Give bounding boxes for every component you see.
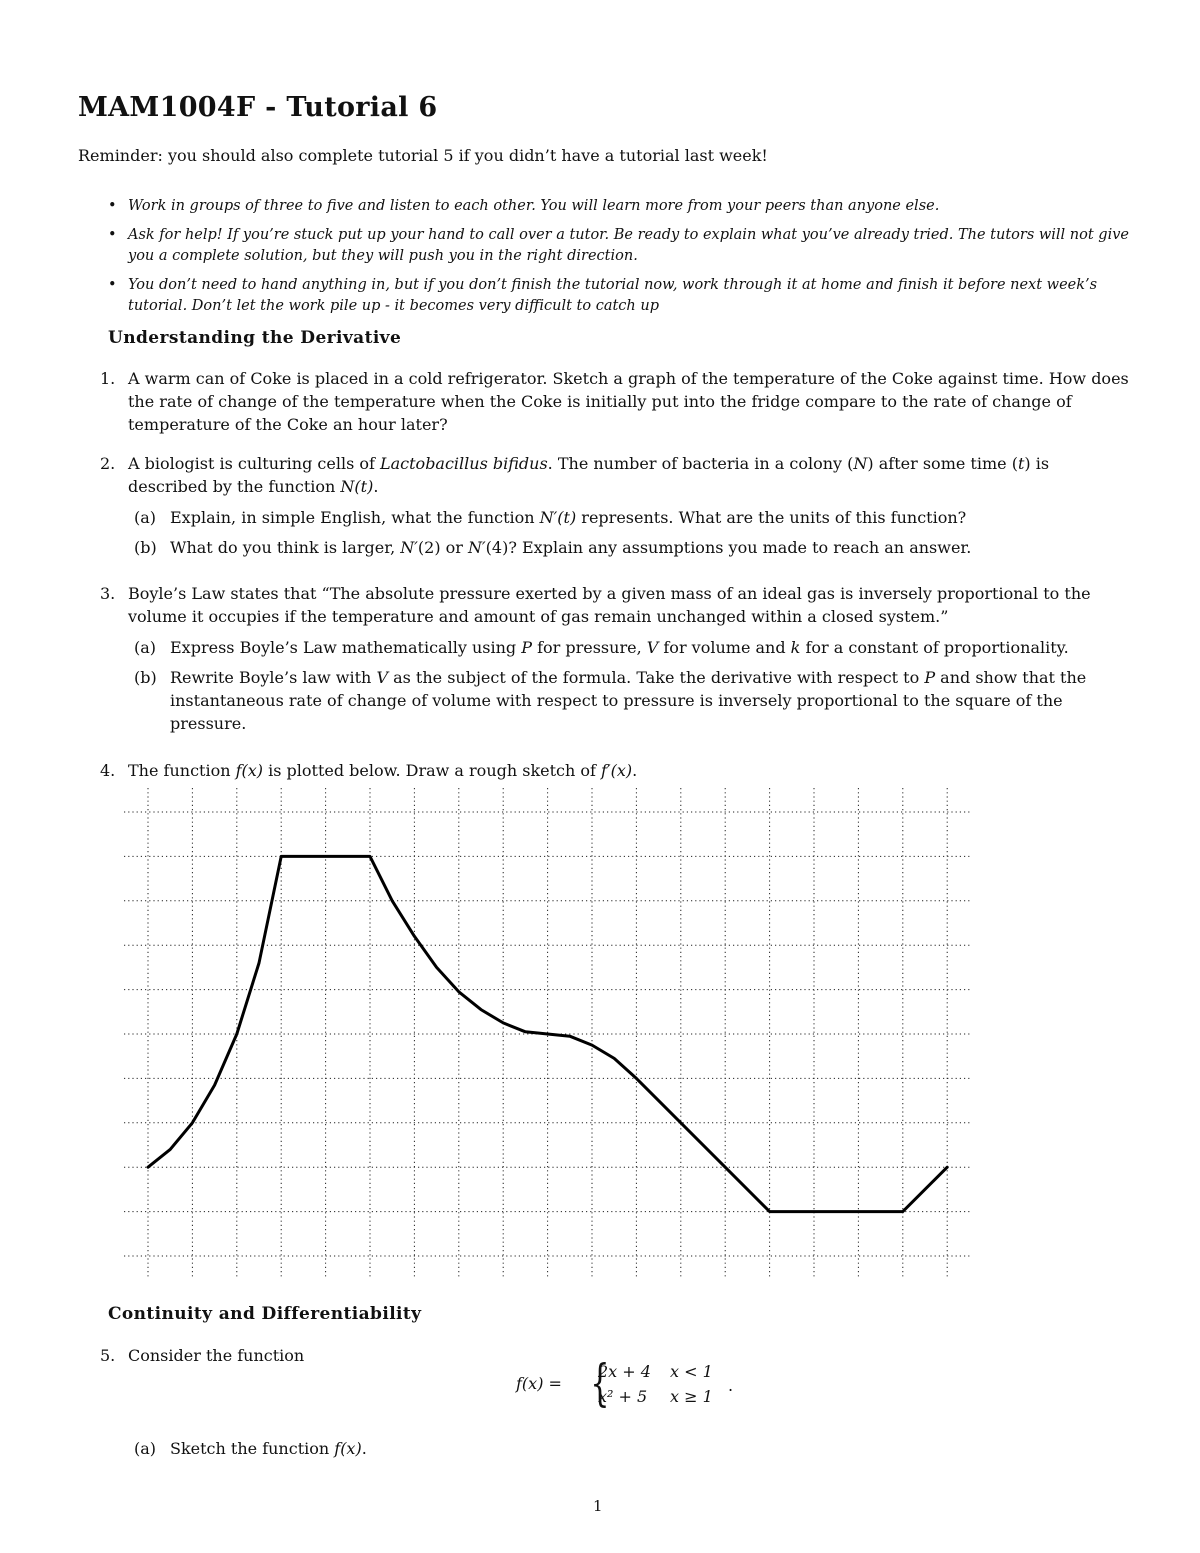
subquestion-b: (b) Rewrite Boyle’s law with V as the subject of the formula. Take the derivative with respect to P and show that the instantaneous rate of change of volume with respect to pressure is inversely proportional to the square of the pressure.	[134, 668, 1087, 733]
case-2-expression: x² + 5	[598, 1387, 648, 1406]
case-2-condition: x ≥ 1	[670, 1387, 713, 1406]
case-1-condition: x < 1	[670, 1362, 713, 1381]
subquestion-a: (a) Express Boyle’s Law mathematically using P for pressure, V for volume and k for a constant of proportionality.	[134, 638, 1069, 657]
question-text: A warm can of Coke is placed in a cold refrigerator. Sketch a graph of the temperature of the Coke against time. How does the rate of change of the temperature when the Coke is initially put into the fridge compare to the rate of change of temperature of the Coke an hour later?	[128, 369, 1129, 434]
bullet-icon: •	[108, 198, 117, 214]
subquestion-b: (b) What do you think is larger, N′(2) or N′(4)? Explain any assumptions you made to reach an answer.	[134, 538, 972, 557]
question-text: Consider the function	[128, 1346, 305, 1365]
instructions-list	[104, 196, 1134, 325]
function-lhs: f(x) =	[516, 1374, 562, 1393]
trailing-period: .	[728, 1376, 734, 1395]
question-1	[100, 367, 1130, 436]
question-3	[100, 582, 1130, 735]
question-text: A biologist is culturing cells of Lactobacillus bifidus. The number of bacteria in a colony (N) after some time (t) is described by the function N(t).	[128, 454, 1050, 496]
bullet-icon: •	[108, 277, 117, 293]
question-number: 4.	[100, 761, 116, 780]
page-number: 1	[593, 1497, 603, 1515]
question-5a	[100, 1437, 1130, 1460]
question-text: The function f(x) is plotted below. Draw a rough sketch of f′(x).	[128, 761, 638, 780]
section-heading-continuity: Continuity and Differentiability	[108, 1304, 422, 1324]
bullet-icon: •	[108, 227, 117, 243]
subquestion-a: (a) Sketch the function f(x).	[134, 1439, 367, 1458]
section-heading-derivative: Understanding the Derivative	[108, 328, 402, 348]
list-item: • Ask for help! If you’re stuck put up your hand to call over a tutor. Be ready to explain what you’ve already tried. The tutors will not give you a complete solution, but they will push you in the right direction.	[108, 227, 1130, 264]
question-number: 3.	[100, 584, 116, 603]
question-text: Boyle’s Law states that “The absolute pressure exerted by a given mass of an ideal gas is inversely proportional to the volume it occupies if the temperature and amount of gas remain unchanged within a closed system.”	[128, 584, 1091, 626]
list-item: • Work in groups of three to five and listen to each other. You will learn more from your peers than anyone else.	[104, 196, 1134, 217]
question-4	[100, 759, 1130, 782]
question-2	[100, 452, 1130, 559]
question-number: 1.	[100, 369, 116, 388]
question-number: 2.	[100, 454, 116, 473]
list-item: • You don’t need to hand anything in, but if you don’t finish the tutorial now, work through it at home and finish it before next week’s tutorial. Don’t let the work pile up - it becomes very difficult to catch up	[108, 277, 1098, 314]
reminder-text: Reminder: you should also complete tutorial 5 if you didn’t have a tutorial last week!	[78, 146, 768, 165]
function-graph	[118, 782, 978, 1284]
left-brace: {	[590, 1354, 610, 1412]
page-title: MAM1004F - Tutorial 6	[78, 92, 438, 123]
case-1-expression: 2x + 4	[598, 1362, 651, 1381]
subquestion-a: (a) Explain, in simple English, what the function N′(t) represents. What are the units of this function?	[134, 508, 967, 527]
question-number: 5.	[100, 1346, 116, 1365]
